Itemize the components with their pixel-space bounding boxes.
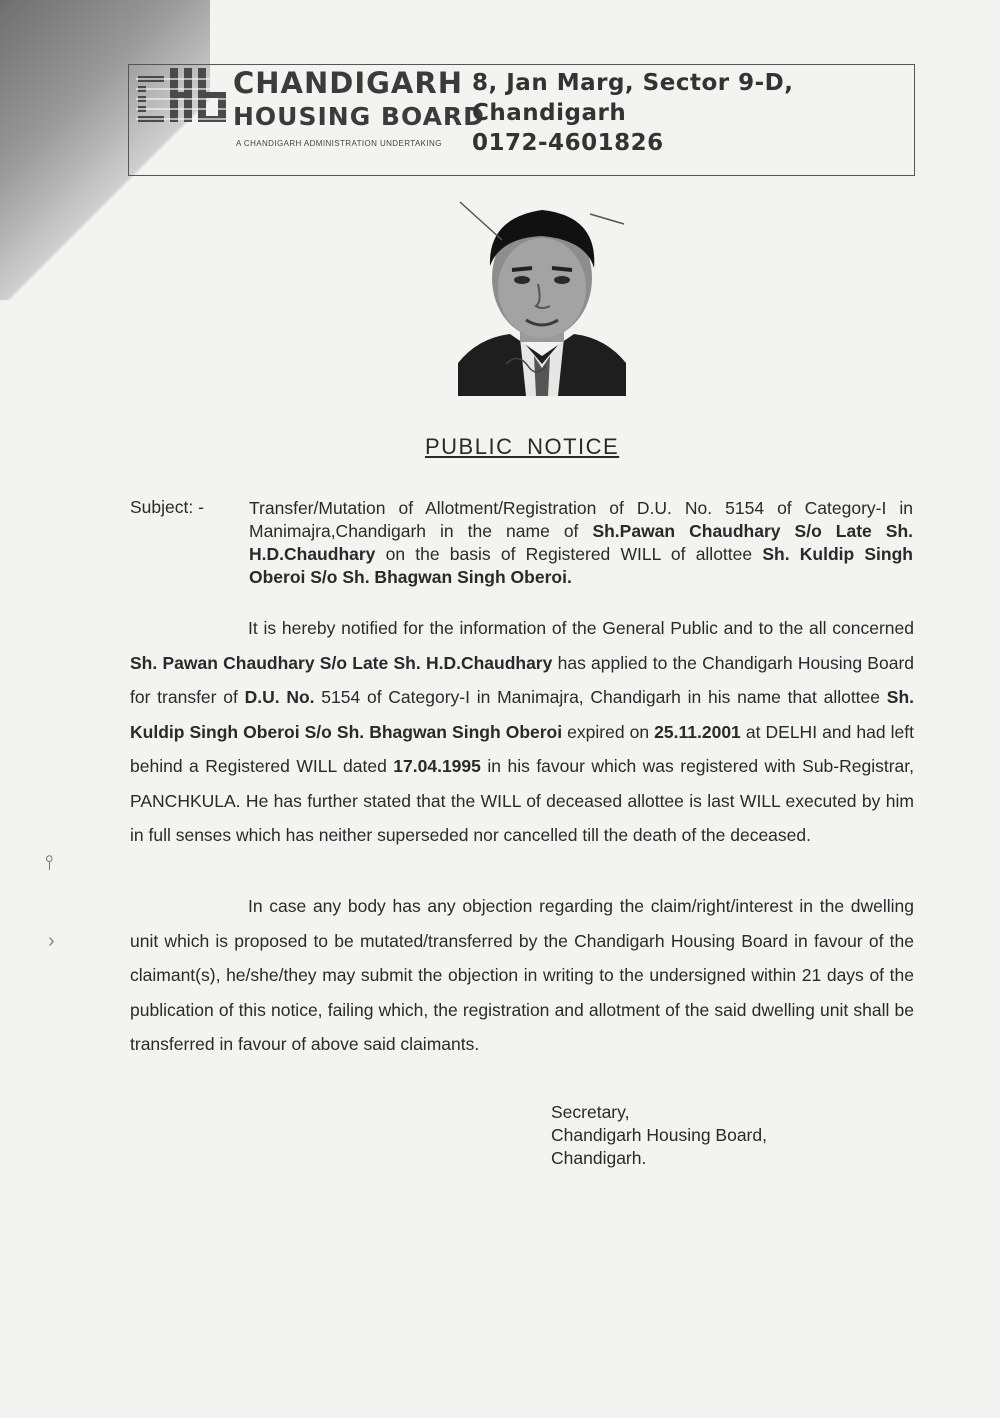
subject-text-2: on the basis of Registered WILL of allottee bbox=[375, 544, 763, 564]
para1-applicant-name: Sh. Pawan Chaudhary S/o Late Sh. H.D.Chaudhary bbox=[130, 652, 553, 673]
signatory-city: Chandigarh. bbox=[551, 1148, 647, 1168]
notice-paragraph-2 bbox=[130, 889, 914, 1062]
para1-text-3: 5154 of Category-I in Manimajra, Chandigarh in his name that allottee bbox=[314, 687, 887, 707]
subject-text-1: Transfer/Mutation of Allotment/Registration of D.U. No. 5154 of Category-I in Manimajra,Chandigarh in the name of bbox=[249, 498, 913, 541]
address-line1: 8, Jan Marg, Sector 9-D, bbox=[472, 70, 794, 96]
pen-mark: ⫯ bbox=[45, 852, 54, 874]
para1-text-5: at DELHI and had left behind a Registered WILL dated bbox=[130, 721, 914, 776]
org-name-line1: CHANDIGARH bbox=[233, 66, 463, 100]
signatory-org: Chandigarh Housing Board, bbox=[551, 1125, 767, 1145]
pen-mark: › bbox=[48, 930, 55, 952]
org-name-line2: HOUSING BOARD bbox=[233, 102, 485, 131]
allottee-name: Sh. Kuldip Singh Oberoi S/o Sh. Bhagwan Singh Oberoi. bbox=[249, 544, 913, 587]
notice-paragraph-1 bbox=[130, 611, 914, 853]
notice-title: PUBLIC NOTICE bbox=[425, 434, 620, 459]
para1-text-2: has applied to the Chandigarh Housing Board for transfer of bbox=[130, 652, 915, 707]
date-of-death: 25.11.2001 bbox=[654, 721, 741, 742]
para1-text-6: in his favour which was registered with Sub-Registrar, PANCHKULA. He has further stated that the WILL of deceased allottee is last WILL executed by him in full senses which has neither superseded nor cancelled till the death of the deceased. bbox=[130, 756, 914, 845]
address-line2: Chandigarh bbox=[472, 100, 627, 126]
para2-text: In case any body has any objection regarding the claim/right/interest in the dwelling unit which is proposed to be mutated/transferred by the Chandigarh Housing Board in favour of the claimant(s), he/she/they may submit the objection in writing to the undersigned within 21 days of the publication of this notice, failing which, the registration and allotment of the said dwelling unit shall be transferred in favour of above said claimants. bbox=[130, 896, 914, 1054]
portrait-photo bbox=[458, 188, 626, 396]
org-tagline: A CHANDIGARH ADMINISTRATION UNDERTAKING bbox=[236, 139, 442, 148]
subject-label: Subject: - bbox=[130, 497, 204, 517]
signature-block bbox=[551, 1101, 767, 1170]
para1-text-4: expired on bbox=[562, 721, 655, 742]
chb-logo-icon bbox=[136, 66, 228, 130]
signatory-title: Secretary, bbox=[551, 1102, 630, 1122]
applicant-name: Sh.Pawan Chaudhary S/o Late Sh. H.D.Chaudhary bbox=[249, 521, 913, 564]
phone-number: 0172-4601826 bbox=[472, 130, 664, 156]
letterhead-address bbox=[472, 68, 794, 158]
para1-text-1: It is hereby notified for the information of the General Public and to the all concerned bbox=[248, 618, 914, 638]
subject-text bbox=[249, 497, 913, 589]
para1-allottee-name: Sh. Kuldip Singh Oberoi S/o Sh. Bhagwan Singh Oberoi bbox=[130, 687, 914, 742]
will-date: 17.04.1995 bbox=[393, 756, 481, 776]
para1-du-label: D.U. No. bbox=[244, 687, 315, 707]
